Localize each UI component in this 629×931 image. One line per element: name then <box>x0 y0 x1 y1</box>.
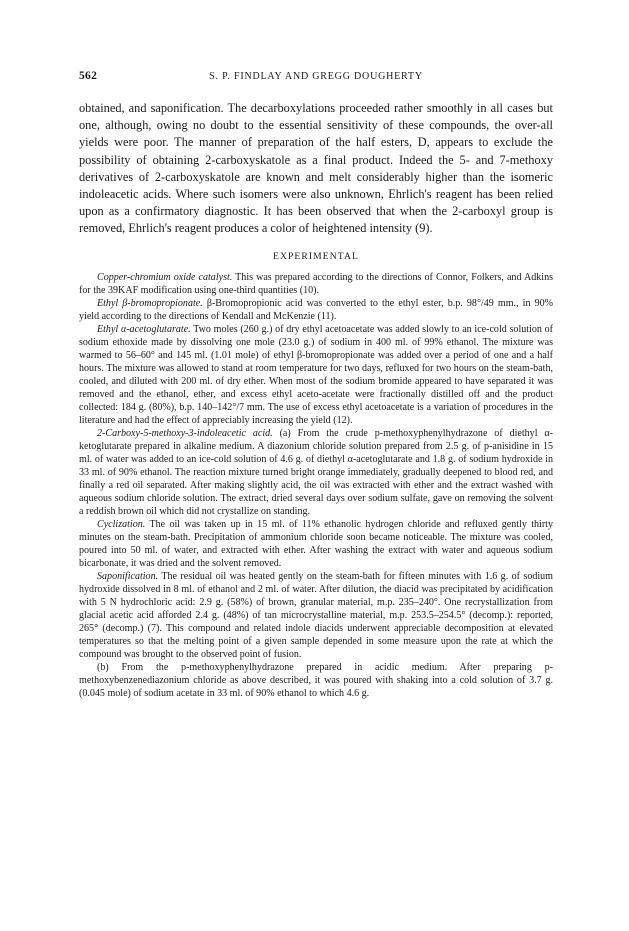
paragraph-copper-chromium <box>79 271 553 297</box>
paragraph-text: Two moles (260 g.) of dry ethyl acetoacetate was added slowly to an ice-cold solution of sodium ethoxide made by dissolving one mole (23.0 g.) of sodium in 400 ml. of 99% ethanol. The mixture was warmed to 56–60° and 145 ml. (1.01 mole) of ethyl β-bromopropionate was added over a period of one and a half hours. The mixture was allowed to stand at room temperature for two days, refluxed for two hours on the steam-bath, cooled, and diluted with 200 ml. of dry ether. When most of the sodium bromide appeared to have separated it was removed and the ethanol, ether, and excess ethyl aceto-acetate were fractionally distilled off and the product collected: 184 g. (80%), b.p. 140–142°/7 mm. The use of excess ethyl acetoacetate is a variation of procedures in the literature and had the effect of appreciably increasing the yield (12). <box>79 323 553 426</box>
paragraph-lead: Ethyl α-acetoglutarate. <box>97 323 191 335</box>
paragraph-text: This was prepared according to the directions of Connor, Folkers, and Adkins for the 39KAF modification using one-third quantities (10). <box>79 271 553 296</box>
paragraph-text: β-Bromopropionic acid was converted to the ethyl ester, b.p. 98°/49 mm., in 90% yield according to the directions of Kendall and McKenzie (11). <box>79 297 553 322</box>
paragraph-saponification <box>79 570 553 661</box>
paragraph-text: The oil was taken up in 15 ml. of 11% ethanolic hydrogen chloride and refluxed gently thirty minutes on the steam-bath. Precipitation of ammonium chloride soon became noticeable. The mixture was cooled, poured into 50 ml. of water, and extracted with ether. After washing the extract with water and aqueous sodium bicarbonate, it was dried and the solvent removed. <box>79 518 553 569</box>
paragraph-lead: 2-Carboxy-5-methoxy-3-indoleacetic acid. <box>97 427 273 439</box>
paragraph-text: The residual oil was heated gently on the steam-bath for fifteen minutes with 1.6 g. of sodium hydroxide dissolved in 8 ml. of ethanol and 2 ml. of water. After dilution, the diacid was precipitated by acidification with 5 N hydrochloric acid: 2.9 g. (58%) of brown, granular material, m.p. 235–240°. One recrystallization from glacial acetic acid afforded 2.4 g. (48%) of tan microcrystalline material, m.p. 253.5–254.5° (decomp.): reported, 265° (decomp.) (7). This compound and related indole diacids underwent appreciable decomposition at elevated temperatures so that the melting point of a given sample depended in some measure upon the rate at which the compound was brought to the observed point of fusion. <box>79 570 553 660</box>
paragraph-ethyl-acetoglutarate <box>79 323 553 427</box>
intro-paragraph: obtained, and saponification. The decarboxylations proceeded rather smoothly in all cases but one, although, owing no doubt to the essential sensitivity of these compounds, the over-all yields were poor. The manner of preparation of the half esters, D, appears to exclude the possibility of obtaining 2-carboxyskatole as a final product. Indeed the 5- and 7-methoxy derivatives of 2-carboxyskatole are known and melt considerably higher than the isomeric indoleacetic acids. Where such isomers were also unknown, Ehrlich's reagent has been relied upon as a confirmatory diagnostic. It has been observed that when the 2-carboxyl group is removed, Ehrlich's reagent produces a color of heightened intensity (9). <box>79 101 553 236</box>
experimental-body <box>79 271 553 700</box>
paragraph-carboxy-indoleacetic <box>79 427 553 518</box>
paragraph-lead: Copper-chromium oxide catalyst. <box>97 271 233 283</box>
paragraph-acidic-medium <box>79 661 553 700</box>
paragraph-lead: Ethyl β-bromopropionate. <box>97 297 203 309</box>
page-header <box>79 70 553 86</box>
document-page <box>79 70 553 700</box>
paragraph-cyclization <box>79 518 553 570</box>
page-number: 562 <box>79 70 98 82</box>
running-head: S. P. FINDLAY AND GREGG DOUGHERTY <box>209 71 423 82</box>
paragraph-ethyl-bromopropionate <box>79 297 553 323</box>
paragraph-lead: Saponification. <box>97 570 159 582</box>
paragraph-text: (a) From the crude p-methoxyphenylhydrazone of diethyl α-ketoglutarate prepared in alkaline medium. A diazonium chloride solution prepared from 2.5 g. of p-anisidine in 15 ml. of water was added to an ice-cold solution of 4.6 g. of diethyl α-acetoglutarate and 1.8 g. of sodium hydroxide in 33 ml. of 90% ethanol. The reaction mixture turned bright orange immediately, gradually deepened to blood red, and finally a red oil separated. After making slightly acid, the oil was extracted with ether and the extract washed with aqueous sodium chloride solution. The extract, dried several days over sodium sulfate, gave on removing the solvent a reddish brown oil which did not crystallize on standing. <box>79 427 553 517</box>
paragraph-lead: Cyclization. <box>97 518 146 530</box>
section-heading-experimental: EXPERIMENTAL <box>273 250 359 262</box>
paragraph-text: (b) From the p-methoxyphenylhydrazone prepared in acidic medium. After preparing p-methoxybenzenediazonium chloride as above described, it was poured with shaking into a cold solution of 3.7 g. (0.045 mole) of sodium acetate in 33 ml. of 90% ethanol to which 4.6 g. <box>79 661 553 699</box>
intro-section <box>79 100 553 238</box>
